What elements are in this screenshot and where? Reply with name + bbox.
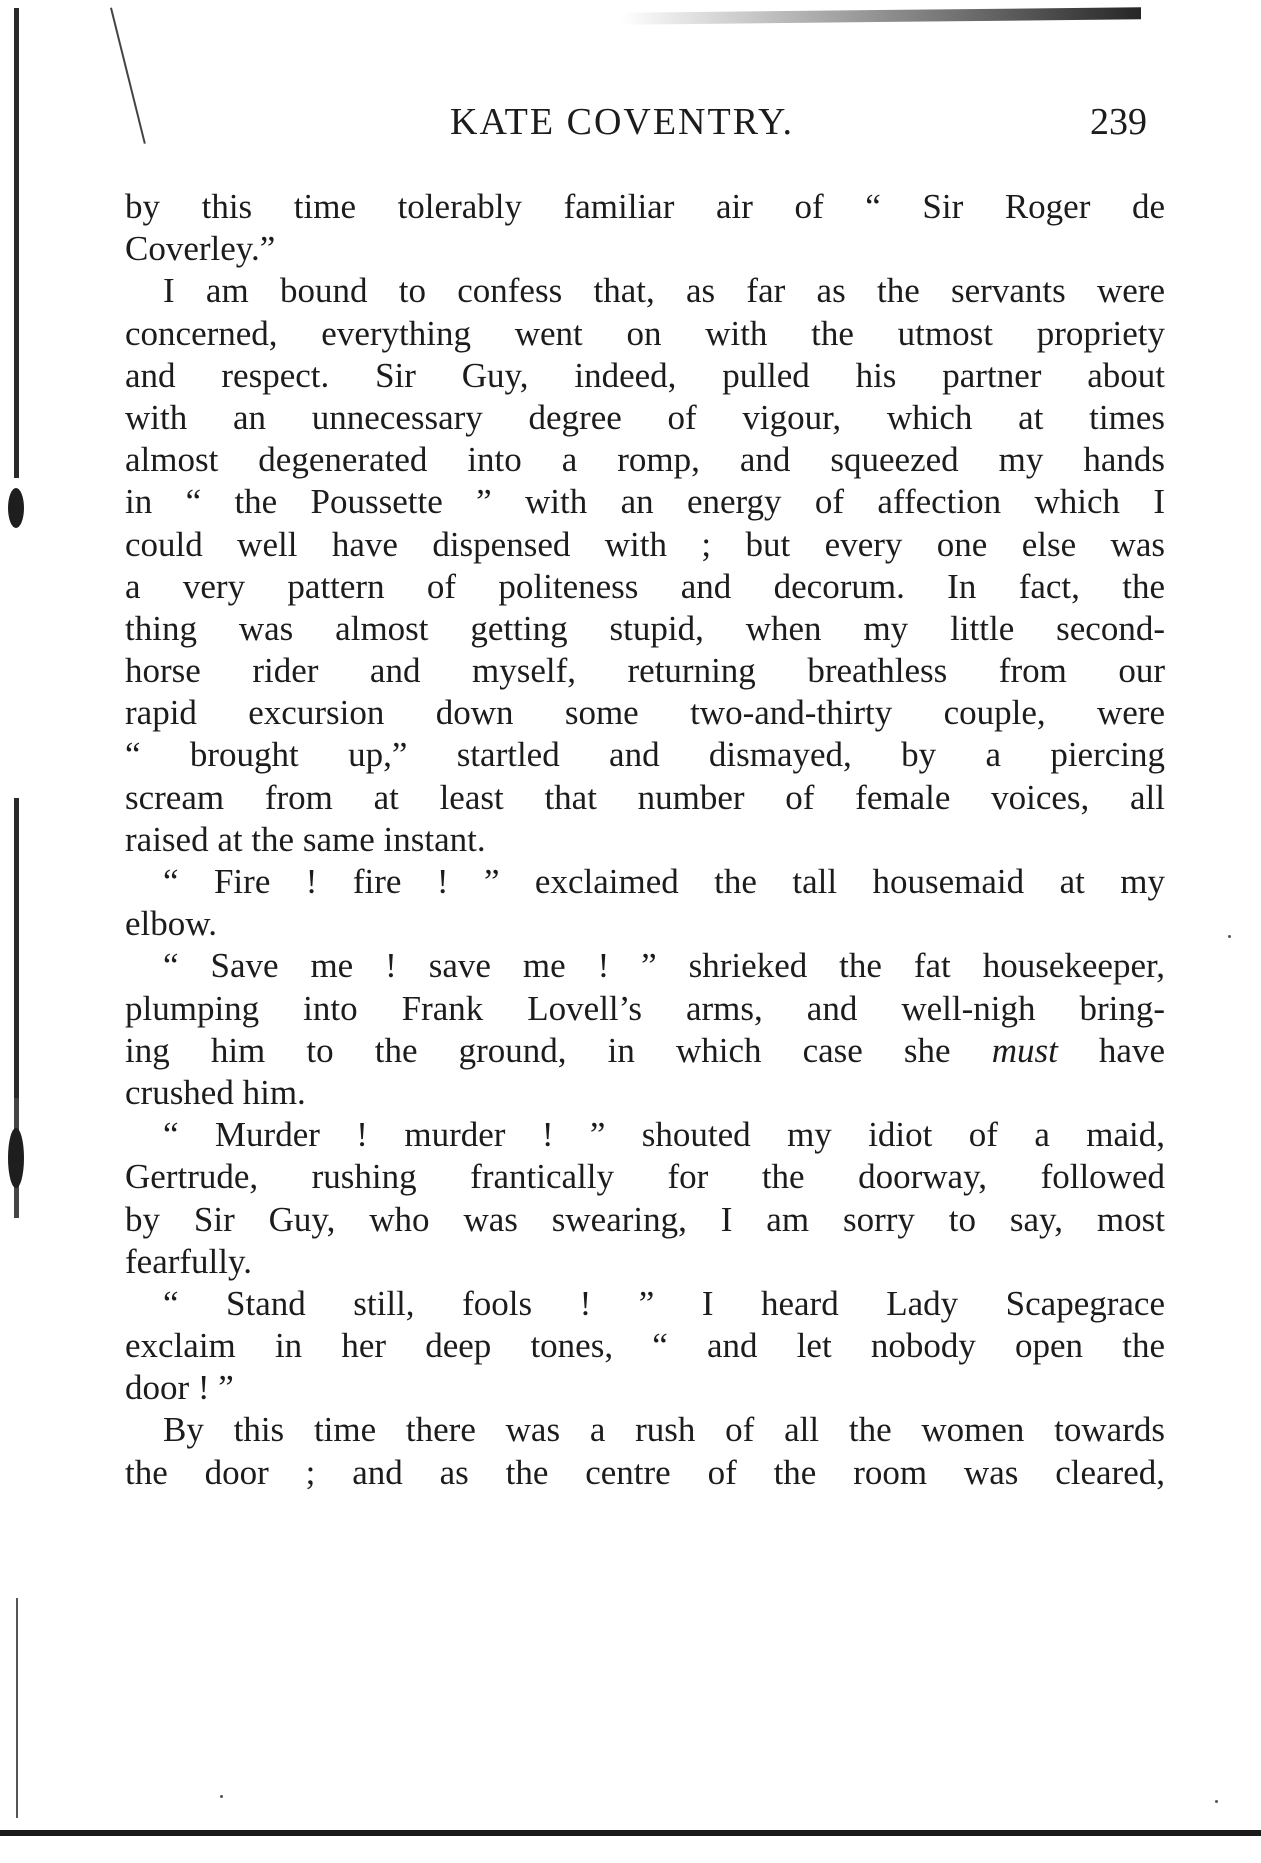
text-line: “ Save me ! save me ! ” shrieked the fat housekeeper, [163, 946, 1165, 986]
page-number: 239 [1090, 101, 1147, 143]
text-line: elbow. [125, 904, 218, 944]
text-line: crushed him. [125, 1072, 306, 1112]
text-line: door ! ” [125, 1368, 234, 1408]
text-line: Coverley.” [125, 229, 276, 269]
running-title: KATE COVENTRY. [450, 101, 794, 143]
text-line: concerned, everything went on with the utmost propriety [125, 313, 1165, 353]
text-line: By this time there was a rush of all the women towards [163, 1410, 1165, 1450]
binding-shadow [14, 798, 19, 1098]
body-text [125, 186, 1165, 1494]
text-line: fearfully. [125, 1241, 252, 1281]
text-line: with an unnecessary degree of vigour, which at times [125, 397, 1165, 437]
text-line: ing him to the ground, in which case she must have [125, 1030, 1165, 1070]
text-line: rapid excursion down some two-and-thirty couple, were [125, 693, 1165, 733]
text-line: “ Murder ! murder ! ” shouted my idiot of a maid, [163, 1115, 1165, 1155]
binding-edge [4, 8, 30, 1818]
text-line: by this time tolerably familiar air of “ Sir Roger de [125, 187, 1165, 226]
bottom-rule [0, 1830, 1261, 1836]
text-line: “ Stand still, fools ! ” I heard Lady Scapegrace [163, 1283, 1165, 1323]
text-line: the door ; and as the centre of the room was cleared, [125, 1452, 1165, 1492]
text-line: in “ the Poussette ” with an energy of affection which I [125, 482, 1165, 522]
emphasis: must [991, 1030, 1058, 1070]
text-line: thing was almost getting stupid, when my little second- [125, 608, 1165, 648]
text-line: and respect. Sir Guy, indeed, pulled his partner about [125, 355, 1165, 395]
binding-shadow [16, 1598, 18, 1818]
text-line: exclaim in her deep tones, “ and let nobody open the [125, 1326, 1165, 1366]
text-line: plumping into Frank Lovell’s arms, and well-nigh bring- [125, 988, 1165, 1028]
scan-speck [1215, 1800, 1218, 1803]
text-line: I am bound to confess that, as far as the servants were [163, 271, 1165, 311]
text-line: a very pattern of politeness and decorum. In fact, the [125, 566, 1165, 606]
binding-shadow [14, 8, 19, 478]
scan-speck [220, 1795, 223, 1798]
binding-mark [8, 1128, 24, 1188]
text-line: Gertrude, rushing frantically for the doorway, followed [125, 1157, 1165, 1197]
text-line: could well have dispensed with ; but every one else was [125, 524, 1165, 564]
binding-mark [8, 488, 24, 528]
text-line: by Sir Guy, who was swearing, I am sorry to say, most [125, 1199, 1165, 1239]
text-line: raised at the same instant. [125, 819, 486, 859]
text-line: almost degenerated into a romp, and squeezed my hands [125, 440, 1165, 480]
text-line: “ Fire ! fire ! ” exclaimed the tall housemaid at my [163, 862, 1165, 901]
text-line: horse rider and myself, returning breathless from our [125, 651, 1165, 691]
text-line: scream from at least that number of female voices, all [125, 777, 1165, 817]
text-line: “ brought up,” startled and dismayed, by a piercing [125, 735, 1165, 775]
running-head [0, 100, 1261, 160]
scan-smudge [621, 7, 1141, 24]
scan-speck [1228, 935, 1231, 938]
